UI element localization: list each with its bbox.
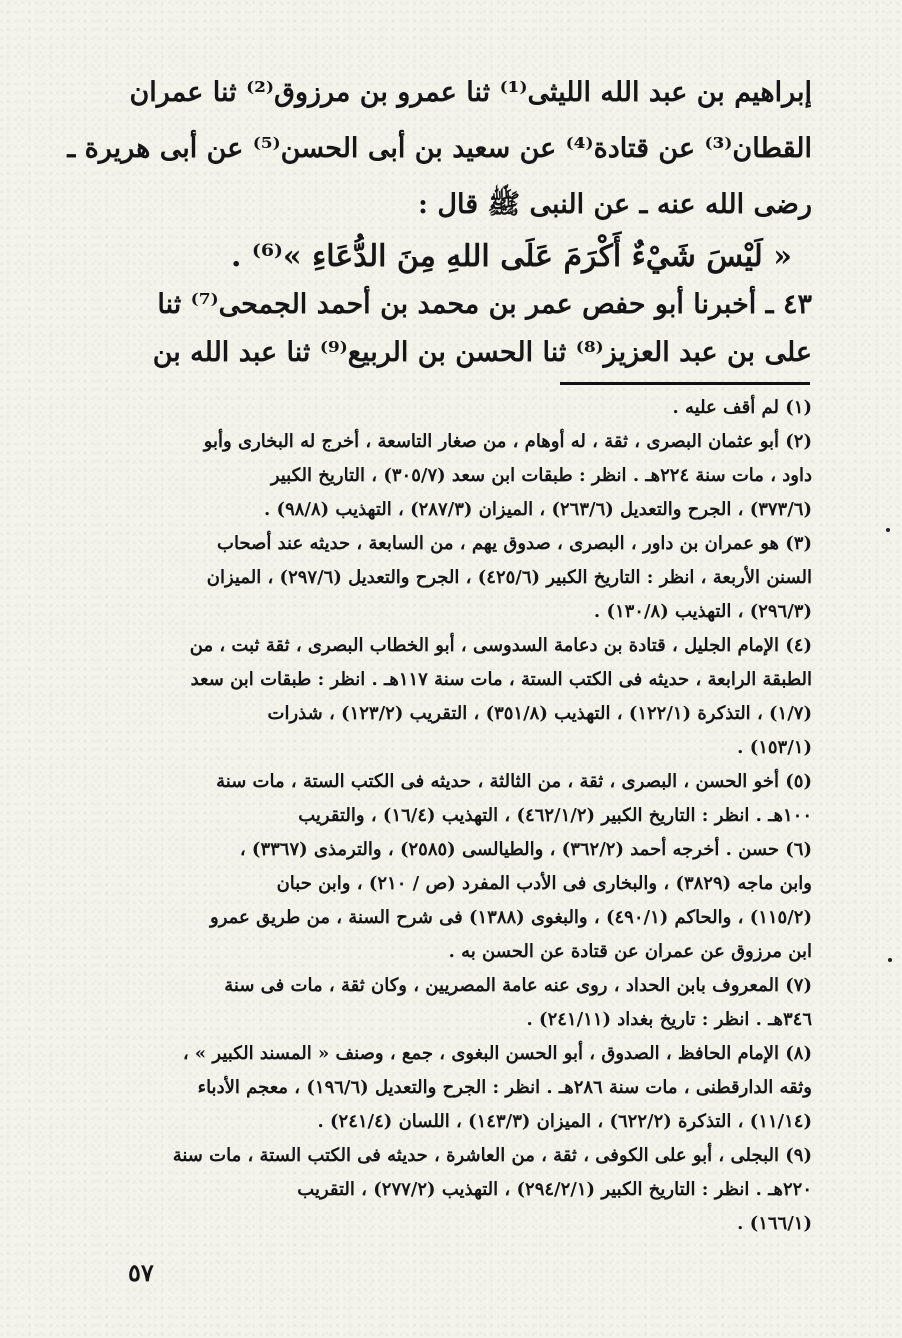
page-number: ٥٧ — [128, 1258, 154, 1287]
footnote-line: (١١/١٤) ، التذكرة (٦٢٢/٢) ، الميزان (١٤٣/٣) ، اللسان (٢٤١/٤) . — [317, 1111, 812, 1132]
footnote-line: (٣٧٣/٦) ، الجرح والتعديل (٢٦٣/٦) ، الميزان (٢٨٧/٣) ، التهذيب (٩٨/٨) . — [264, 499, 812, 520]
footnote-line: الطبقة الرابعة ، حديثه فى الكتب الستة ، مات سنة ١١٧هـ . انظر : طبقات ابن سعد — [190, 669, 812, 690]
main-text-line: على بن عبد العزيز⁽⁸⁾ ثنا الحسن بن الربيع⁽⁹⁾ ثنا عبد الله بن — [152, 337, 812, 368]
scan-speck — [886, 528, 890, 532]
footnote-line: ابن مرزوق عن عمران عن قتادة عن الحسن به . — [448, 941, 812, 962]
footnote-line: (٩) البجلى ، أبو على الكوفى ، ثقة ، من العاشرة ، حديثه فى الكتب الستة ، مات سنة — [172, 1145, 812, 1166]
footnote-line: (٣) هو عمران بن داور ، البصرى ، صدوق يهم ، من السابعة ، حديثه عند أصحاب — [217, 533, 812, 554]
footnote-line: داود ، مات سنة ٢٢٤هـ . انظر : طبقات ابن سعد (٣٠٥/٧) ، التاريخ الكبير — [270, 465, 812, 486]
footnote-line: (٢٩٦/٣) ، التهذيب (١٣٠/٨) . — [593, 601, 812, 622]
main-text-line: رضى الله عنه ـ عن النبى ﷺ قال : — [418, 189, 812, 220]
footnote-line: ٢٢٠هـ . انظر : التاريخ الكبير (٢٩٤/٢/١) ، التهذيب (٢٧٧/٢) ، التقريب — [297, 1179, 812, 1200]
hadith-text: « لَيْسَ شَيْءٌ أَكْرَمَ عَلَى اللهِ مِنَ الدُّعَاءِ »⁽⁶⁾ . — [231, 239, 792, 274]
footnote-line: (١١٥/٢) ، والحاكم (٤٩٠/١) ، والبغوى (١٣٨٨) فى شرح السنة ، من طريق عمرو — [210, 907, 812, 928]
main-text-line: إبراهيم بن عبد الله الليثى⁽¹⁾ ثنا عمرو بن مرزوق⁽²⁾ ثنا عمران — [129, 77, 812, 108]
footnote-line: (٨) الإمام الحافظ ، الصدوق ، أبو الحسن البغوى ، جمع ، وصنف « المسند الكبير » ، — [182, 1043, 812, 1064]
footnote-line: (٤) الإمام الجليل ، قتادة بن دعامة السدوسى ، أبو الخطاب البصرى ، ثقة ثبت ، من — [189, 635, 812, 656]
footnote-line: السنن الأربعة ، انظر : التاريخ الكبير (٤٢٥/٦) ، الجرح والتعديل (٢٩٧/٦) ، الميزان — [206, 567, 812, 588]
footnote-line — [100, 1242, 812, 1274]
footnote-line: (٦) حسن . أخرجه أحمد (٣٦٢/٢) ، والطيالسى (٢٥٨٥) ، والترمذى (٣٣٦٧) ، — [239, 839, 812, 860]
footnote-line: وابن ماجه (٣٨٢٩) ، والبخارى فى الأدب المفرد (ص / ٢١٠) ، وابن حبان — [276, 873, 812, 894]
footnote-line: (١٦٦/١) . — [737, 1213, 812, 1234]
footnote-line: (٧) المعروف بابن الحداد ، روى عنه عامة المصريين ، وكان ثقة ، مات فى سنة — [224, 975, 812, 996]
footnote-line: ١٠٠هـ . انظر : التاريخ الكبير (٤٦٢/١/٢) ، التهذيب (١٦/٤) ، والتقريب — [298, 805, 812, 826]
footnote-line: وثقه الدارقطنى ، مات سنة ٢٨٦هـ . انظر : الجرح والتعديل (١٩٦/٦) ، معجم الأدباء — [197, 1077, 812, 1098]
main-text-line: القطان⁽³⁾ عن قتادة⁽⁴⁾ عن سعيد بن أبى الحسن⁽⁵⁾ عن أبى هريرة ـ — [67, 133, 812, 164]
scan-speck — [888, 958, 892, 962]
footnote-line: (١/٧) ، التذكرة (١٢٢/١) ، التهذيب (٣٥١/٨) ، التقريب (١٢٣/٢) ، شذرات — [267, 703, 812, 724]
footnote-divider — [560, 382, 810, 385]
footnote-line: (١٥٣/١) . — [737, 737, 812, 758]
footnote-line: (٢) أبو عثمان البصرى ، ثقة ، له أوهام ، من صغار التاسعة ، أخرج له البخارى وأبو — [203, 431, 812, 452]
footnote-line: (٥) أخو الحسن ، البصرى ، ثقة ، من الثالثة ، حديثه فى الكتب الستة ، مات سنة — [216, 771, 812, 792]
footnote-line: ٣٤٦هـ . انظر : تاريخ بغداد (٢٤١/١١) . — [526, 1009, 812, 1030]
hadith-number-line: ٤٣ ـ أخبرنا أبو حفص عمر بن محمد بن أحمد الجمحى⁽⁷⁾ ثنا — [157, 289, 812, 320]
footnote-line: (١) لم أقف عليه . — [672, 397, 812, 418]
